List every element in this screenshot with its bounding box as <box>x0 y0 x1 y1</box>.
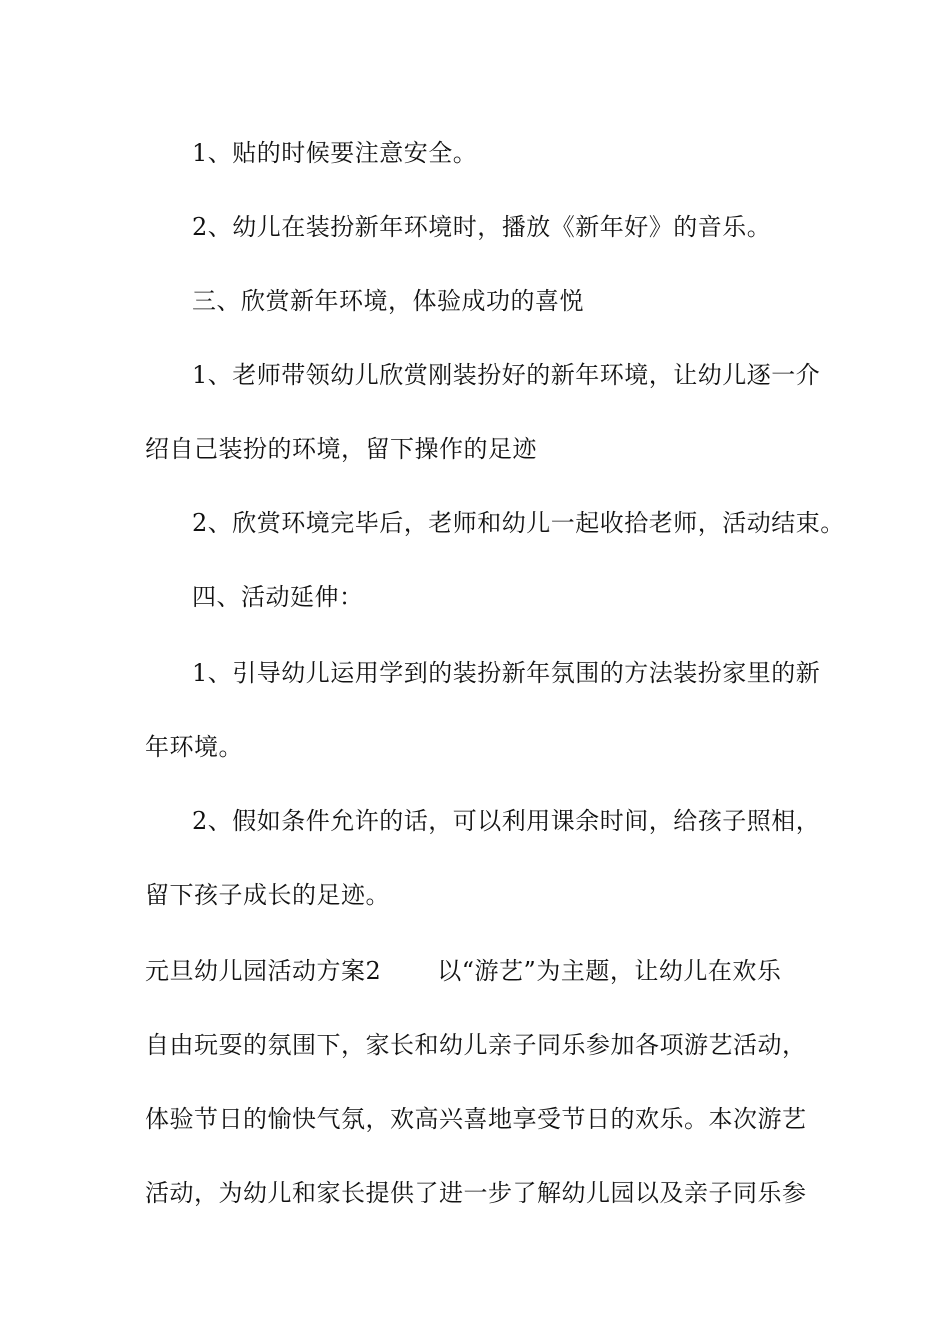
paragraph-line: 体验节日的愉快气氛，欢高兴喜地享受节日的欢乐。本次游艺 <box>145 1105 807 1133</box>
paragraph-line: 绍自己装扮的环境，留下操作的足迹 <box>145 435 537 463</box>
paragraph-line: 1、贴的时候要注意安全。 <box>192 139 478 167</box>
paragraph-line: 2、欣赏环境完毕后，老师和幼儿一起收拾老师，活动结束。 <box>192 509 845 537</box>
paragraph-line: 2、假如条件允许的话，可以利用课余时间，给孩子照相， <box>192 807 821 835</box>
section-intro: 以“游艺”为主题，让幼儿在欢乐 <box>437 957 782 985</box>
paragraph-line: 1、老师带领幼儿欣赏刚装扮好的新年环境，让幼儿逐一介 <box>192 361 821 389</box>
section-heading: 四、活动延伸： <box>192 583 364 611</box>
section-title: 元旦幼儿园活动方案2 <box>145 957 382 985</box>
paragraph-line: 活动，为幼儿和家长提供了进一步了解幼儿园以及亲子同乐参 <box>145 1179 807 1207</box>
paragraph-line: 1、引导幼儿运用学到的装扮新年氛围的方法装扮家里的新 <box>192 659 821 687</box>
section-title-line <box>145 954 781 988</box>
paragraph-line: 留下孩子成长的足迹。 <box>145 881 390 909</box>
paragraph-line: 2、幼儿在装扮新年环境时，播放《新年好》的音乐。 <box>192 213 772 241</box>
paragraph-line: 自由玩耍的氛围下，家长和幼儿亲子同乐参加各项游艺活动， <box>145 1031 807 1059</box>
section-heading: 三、欣赏新年环境，体验成功的喜悦 <box>192 287 584 315</box>
paragraph-line: 年环境。 <box>145 733 243 761</box>
